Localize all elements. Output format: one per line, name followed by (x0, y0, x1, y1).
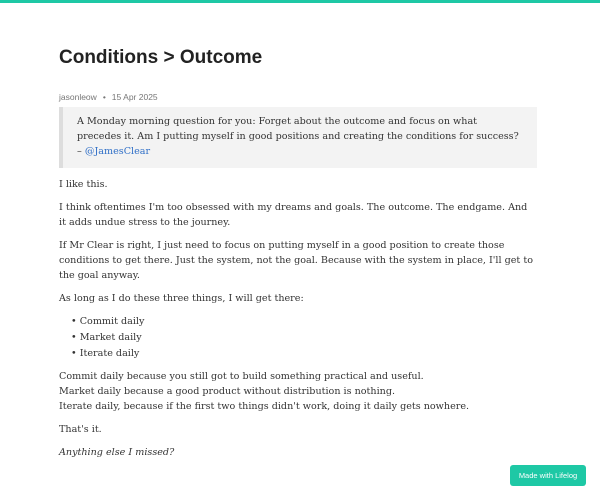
closing: That's it. (59, 424, 102, 435)
paragraph: I like this. (59, 179, 108, 190)
habit-list (59, 314, 537, 361)
page-title: Conditions > Outcome (59, 47, 263, 68)
top-accent-bar (0, 0, 600, 3)
post-meta (59, 92, 537, 102)
made-with-lifelog-button[interactable]: Made with Lifelog (510, 465, 586, 486)
author-link[interactable]: jasonleow (59, 92, 97, 102)
explanations (59, 369, 537, 414)
explanation-line: Market daily because a good product without distribution is nothing. (59, 386, 396, 397)
list-item: • Iterate daily (71, 346, 537, 361)
explanation-line: Iterate daily, because if the first two things didn't work, doing it daily gets nowhere. (59, 401, 470, 412)
closing-question (59, 445, 537, 460)
paragraph: As long as I do these three things, I will get there: (59, 293, 304, 304)
list-item: • Market daily (71, 330, 537, 345)
question-text: Anything else I missed? (59, 447, 175, 458)
list-item: • Commit daily (71, 314, 537, 329)
explanation-line: Commit daily because you still got to build something practical and useful. (59, 371, 424, 382)
paragraph: I think oftentimes I'm too obsessed with my dreams and goals. The outcome. The endgame. And it adds undue stress to the journey. (59, 202, 528, 228)
quote-author-link[interactable]: @JamesClear (84, 146, 151, 157)
quote-text: A Monday morning question for you: Forget about the outcome and focus on what precedes it. Am I putting myself in good positions and creating the conditions for success? – (77, 116, 519, 157)
post (59, 44, 537, 468)
meta-separator: • (102, 92, 106, 102)
paragraph: If Mr Clear is right, I just need to focus on putting myself in a good position to create those conditions to get there. Just the system, not the goal. Because with the system in place, I'll get to the goal anyway. (59, 240, 533, 281)
post-date: 15 Apr 2025 (111, 92, 158, 102)
quote (59, 107, 537, 168)
